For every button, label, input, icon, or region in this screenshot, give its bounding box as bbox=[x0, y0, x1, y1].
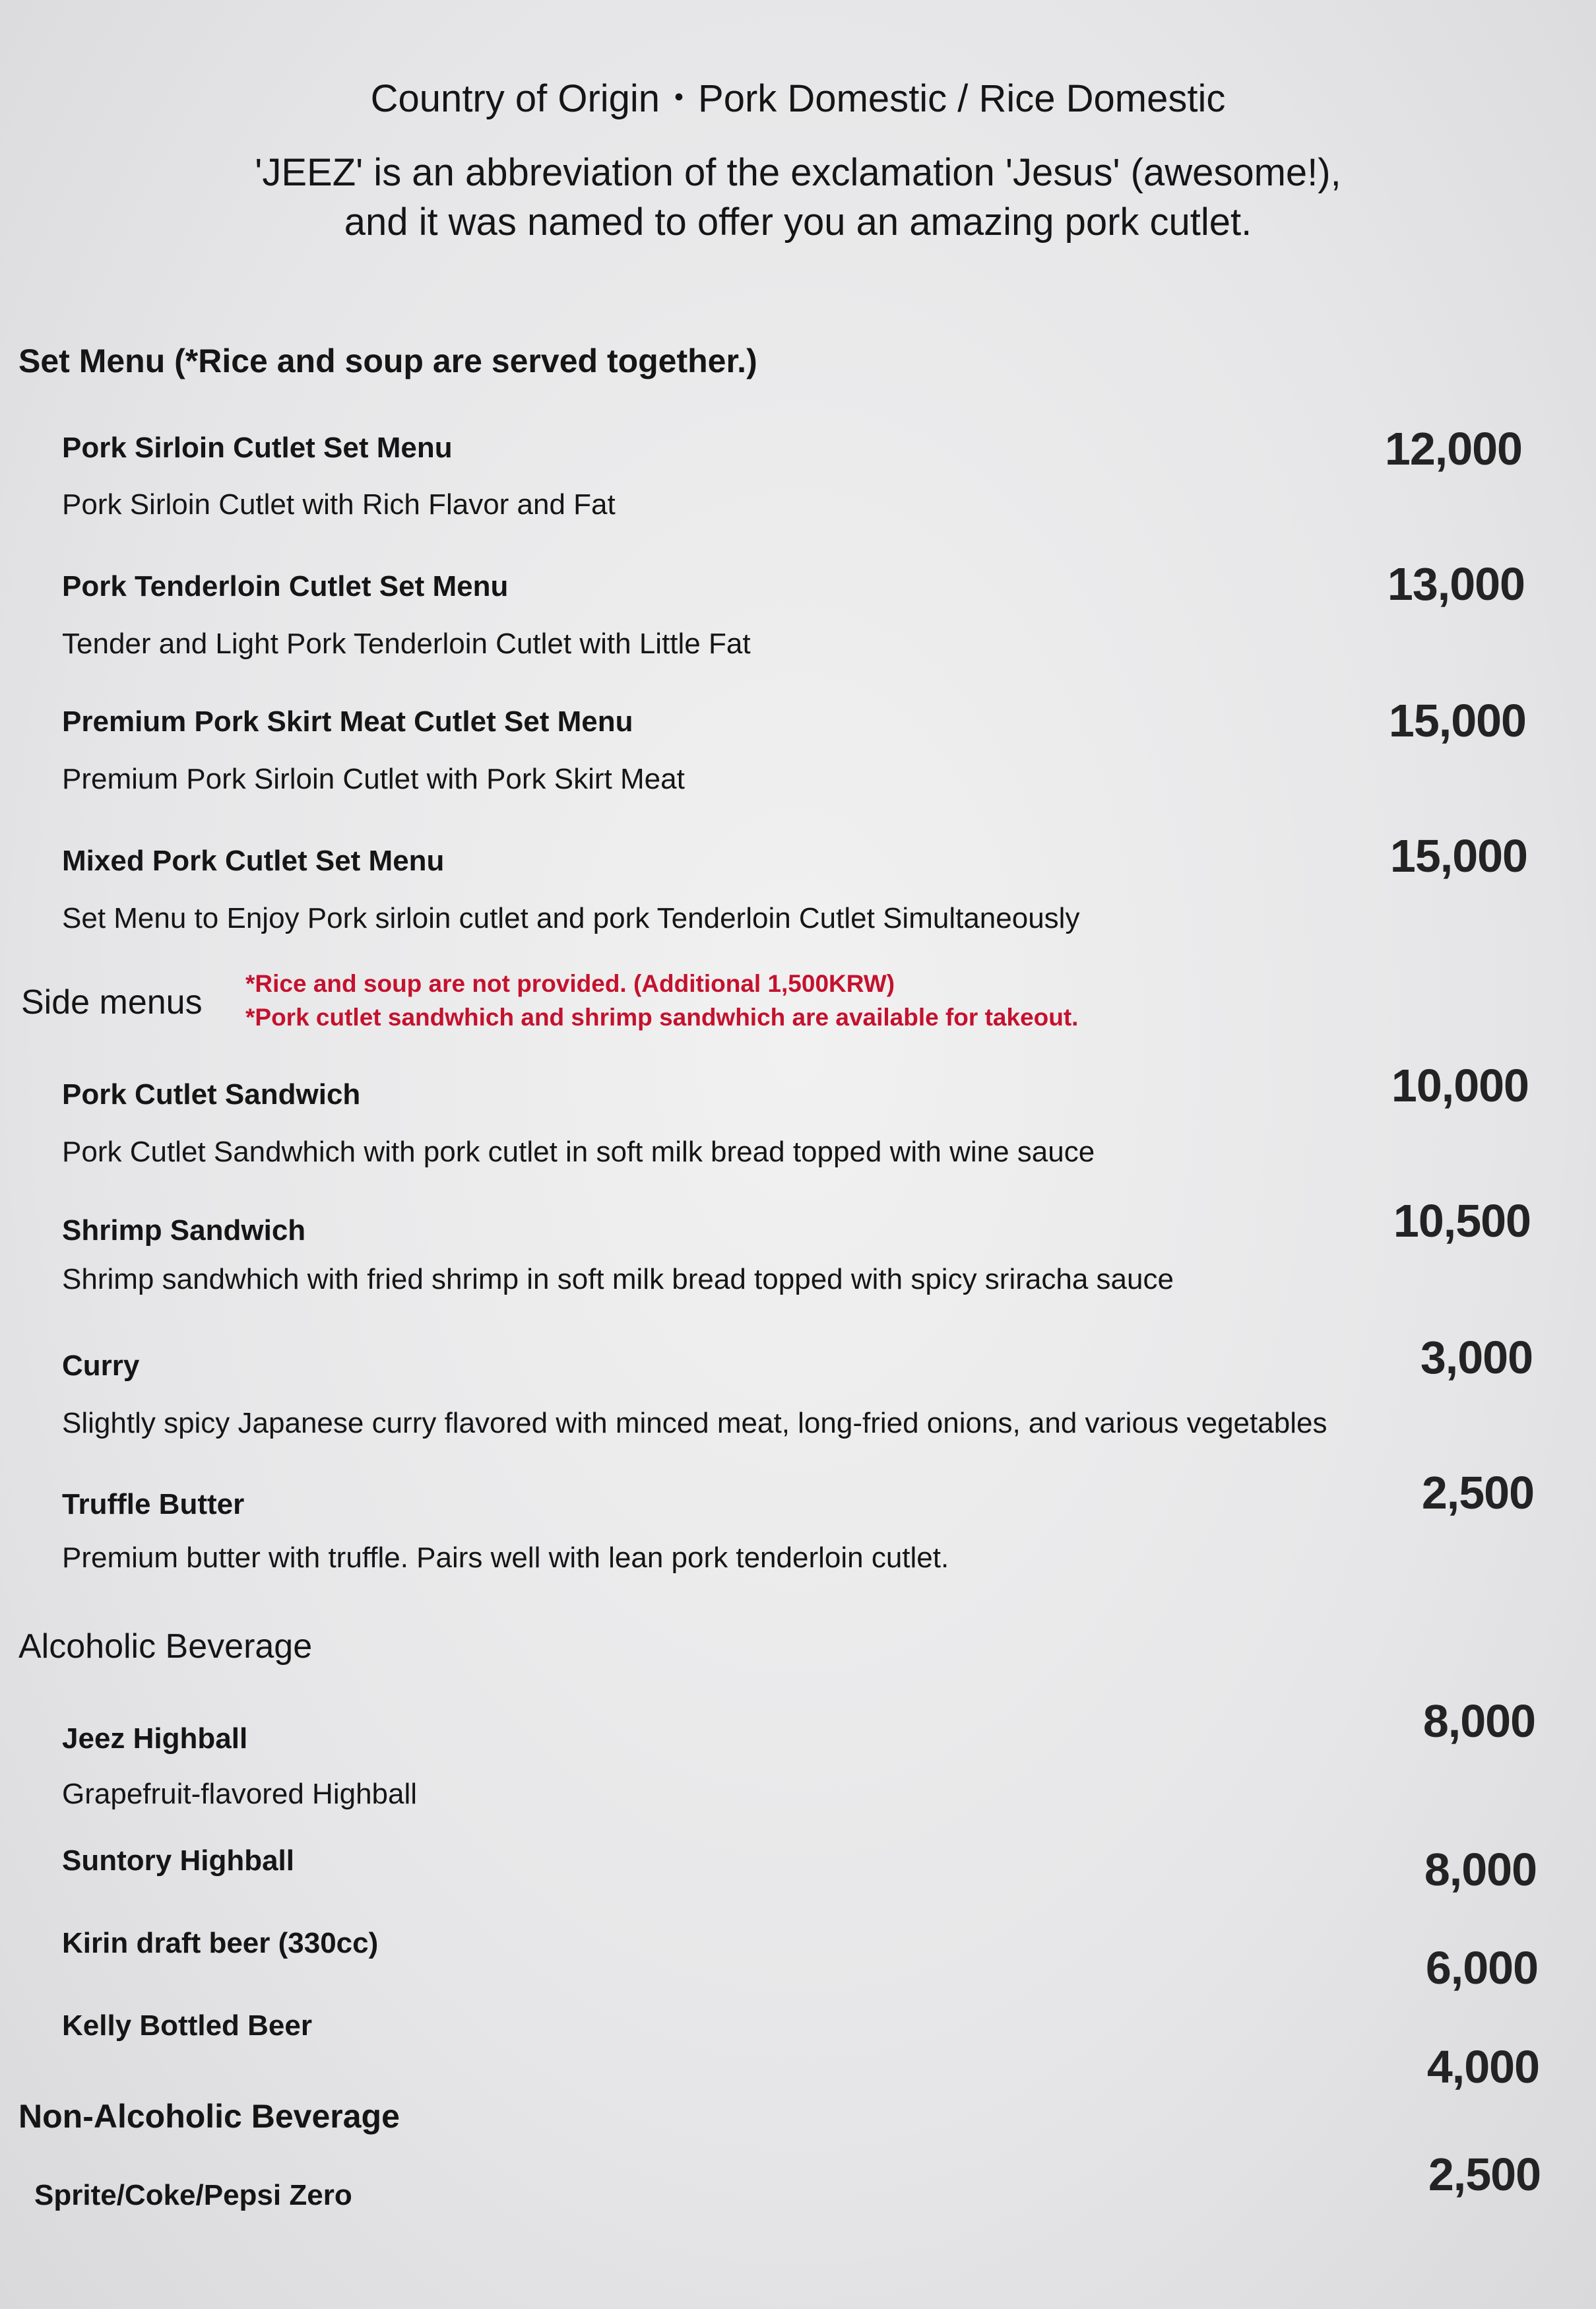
side-item-4-name: Truffle Butter bbox=[62, 1488, 245, 1520]
alcoholic-heading: Alcoholic Beverage bbox=[18, 1627, 313, 1666]
set-item-4-name: Mixed Pork Cutlet Set Menu bbox=[62, 845, 445, 877]
set-item-3-desc: Premium Pork Sirloin Cutlet with Pork Skirt Meat bbox=[62, 763, 685, 795]
non-alcoholic-heading: Non-Alcoholic Beverage bbox=[18, 2098, 400, 2135]
alcohol-item-4-price: 4,000 bbox=[1426, 2041, 1539, 2093]
alcohol-item-4-name: Kelly Bottled Beer bbox=[62, 2009, 312, 2042]
soft-drink-item-1-price: 2,500 bbox=[1428, 2149, 1541, 2200]
side-item-3-desc: Slightly spicy Japanese curry flavored with minced meat, long-fried onions, and various vegetables bbox=[62, 1407, 1327, 1439]
set-item-3-price: 15,000 bbox=[1388, 695, 1526, 746]
side-item-4-price: 2,500 bbox=[1421, 1467, 1534, 1518]
alcohol-item-3-price: 6,000 bbox=[1425, 1942, 1538, 1994]
set-item-1-name: Pork Sirloin Cutlet Set Menu bbox=[62, 432, 453, 464]
side-menus-note-2: *Pork cutlet sandwhich and shrimp sandwhich are available for takeout. bbox=[245, 1004, 1079, 1031]
soft-drink-item-1-name: Sprite/Coke/Pepsi Zero bbox=[34, 2179, 352, 2211]
side-item-4-desc: Premium butter with truffle. Pairs well with lean pork tenderloin cutlet. bbox=[62, 1542, 949, 1574]
side-item-1-desc: Pork Cutlet Sandwhich with pork cutlet in soft milk bread topped with wine sauce bbox=[62, 1136, 1095, 1168]
alcohol-item-1-price: 8,000 bbox=[1422, 1695, 1535, 1747]
alcohol-item-1-desc: Grapefruit-flavored Highball bbox=[62, 1778, 418, 1810]
set-item-1-desc: Pork Sirloin Cutlet with Rich Flavor and Fat bbox=[62, 488, 616, 521]
intro-line-2: and it was named to offer you an amazing pork cutlet. bbox=[344, 201, 1252, 244]
side-item-2-desc: Shrimp sandwhich with fried shrimp in soft milk bread topped with spicy sriracha sauce bbox=[62, 1263, 1174, 1295]
set-item-4-price: 15,000 bbox=[1389, 830, 1527, 882]
side-item-1-name: Pork Cutlet Sandwich bbox=[62, 1078, 361, 1111]
set-menu-heading: Set Menu (*Rice and soup are served together.) bbox=[18, 342, 757, 379]
alcohol-item-2-price: 8,000 bbox=[1424, 1844, 1537, 1895]
side-menus-heading: Side menus bbox=[21, 983, 203, 1022]
set-item-2-price: 13,000 bbox=[1387, 558, 1525, 610]
set-item-4-desc: Set Menu to Enjoy Pork sirloin cutlet and pork Tenderloin Cutlet Simultaneously bbox=[62, 902, 1080, 934]
set-item-3-name: Premium Pork Skirt Meat Cutlet Set Menu bbox=[62, 705, 633, 738]
set-item-2-desc: Tender and Light Pork Tenderloin Cutlet with Little Fat bbox=[62, 628, 751, 660]
alcohol-item-2-name: Suntory Highball bbox=[62, 1844, 294, 1877]
side-item-2-name: Shrimp Sandwich bbox=[62, 1214, 306, 1247]
side-menus-note-1: *Rice and soup are not provided. (Additional 1,500KRW) bbox=[245, 970, 895, 997]
side-item-3-price: 3,000 bbox=[1420, 1332, 1533, 1383]
set-item-2-name: Pork Tenderloin Cutlet Set Menu bbox=[62, 570, 509, 602]
alcohol-item-1-name: Jeez Highball bbox=[62, 1722, 248, 1755]
alcohol-item-3-name: Kirin draft beer (330cc) bbox=[62, 1927, 379, 1959]
origin-statement: Country of Origin・Pork Domestic / Rice Domestic bbox=[370, 77, 1226, 120]
side-item-3-name: Curry bbox=[62, 1350, 140, 1382]
set-item-1-price: 12,000 bbox=[1384, 423, 1522, 474]
intro-line-1: 'JEEZ' is an abbreviation of the exclamation 'Jesus' (awesome!), bbox=[255, 151, 1341, 194]
side-item-2-price: 10,500 bbox=[1393, 1195, 1531, 1247]
side-item-1-price: 10,000 bbox=[1391, 1060, 1529, 1111]
